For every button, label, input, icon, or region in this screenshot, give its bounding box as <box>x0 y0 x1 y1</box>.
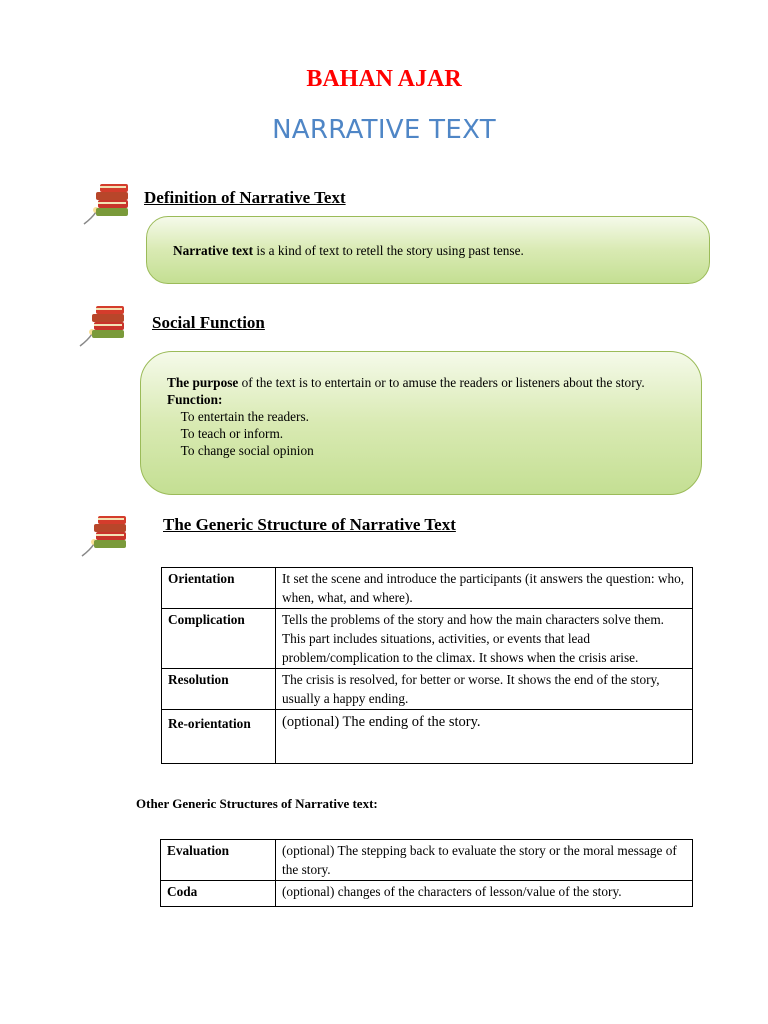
purpose-term: The purpose <box>167 375 239 390</box>
row-label: Re-orientation <box>162 710 276 764</box>
table-row <box>161 881 693 907</box>
books-icon <box>78 300 136 350</box>
row-desc: (optional) changes of the characters of lesson/value of the story. <box>276 881 693 907</box>
table-row <box>162 609 693 669</box>
function-bullet: To change social opinion <box>167 443 301 458</box>
table-row <box>162 568 693 609</box>
function-label: Function: <box>167 392 223 407</box>
page-subtitle: NARRATIVE TEXT <box>272 115 496 145</box>
books-icon <box>80 510 138 560</box>
table-row <box>162 710 693 764</box>
row-label: Coda <box>161 881 276 907</box>
purpose-line <box>167 374 667 391</box>
definition-term: Narrative text <box>173 243 254 258</box>
row-desc-line: Tells the problems of the story and how the main characters solve them. <box>282 612 664 627</box>
definition-body: is a kind of text to retell the story using past tense. <box>253 243 524 258</box>
table-row <box>162 669 693 710</box>
books-icon <box>82 178 140 228</box>
row-desc: The crisis is resolved, for better or worse. It shows the end of the story, usually a happy ending. <box>276 669 693 710</box>
row-desc: (optional) The ending of the story. <box>276 710 693 764</box>
definition-heading: Definition of Narrative Text <box>144 188 346 207</box>
social-text <box>167 374 667 459</box>
row-label: Resolution <box>162 669 276 710</box>
structure-table <box>161 567 693 764</box>
structure-heading: The Generic Structure of Narrative Text <box>163 515 456 534</box>
row-label: Evaluation <box>161 840 276 881</box>
function-bullet: To teach or inform. <box>167 426 270 441</box>
other-table <box>160 839 693 907</box>
social-box <box>140 351 702 495</box>
function-bullet: To entertain the readers. <box>167 409 296 424</box>
row-label: Orientation <box>162 568 276 609</box>
social-heading: Social Function <box>152 313 265 332</box>
definition-text <box>173 242 524 259</box>
definition-box <box>146 216 710 284</box>
row-desc: (optional) The stepping back to evaluate the story or the moral message of the story. <box>276 840 693 881</box>
purpose-body: of the text is to entertain or to amuse the readers or listeners about the story. <box>238 375 645 390</box>
table-row <box>161 840 693 881</box>
row-desc: It set the scene and introduce the participants (it answers the question: who, when, what, and where). <box>276 568 693 609</box>
row-desc-line: This part includes situations, activities, or events that lead problem/complication to the climax. It shows when the crisis arise. <box>282 631 639 665</box>
page-title: BAHAN AJAR <box>306 66 462 92</box>
other-heading: Other Generic Structures of Narrative text: <box>136 796 378 811</box>
row-label: Complication <box>162 609 276 669</box>
row-desc <box>276 609 693 669</box>
